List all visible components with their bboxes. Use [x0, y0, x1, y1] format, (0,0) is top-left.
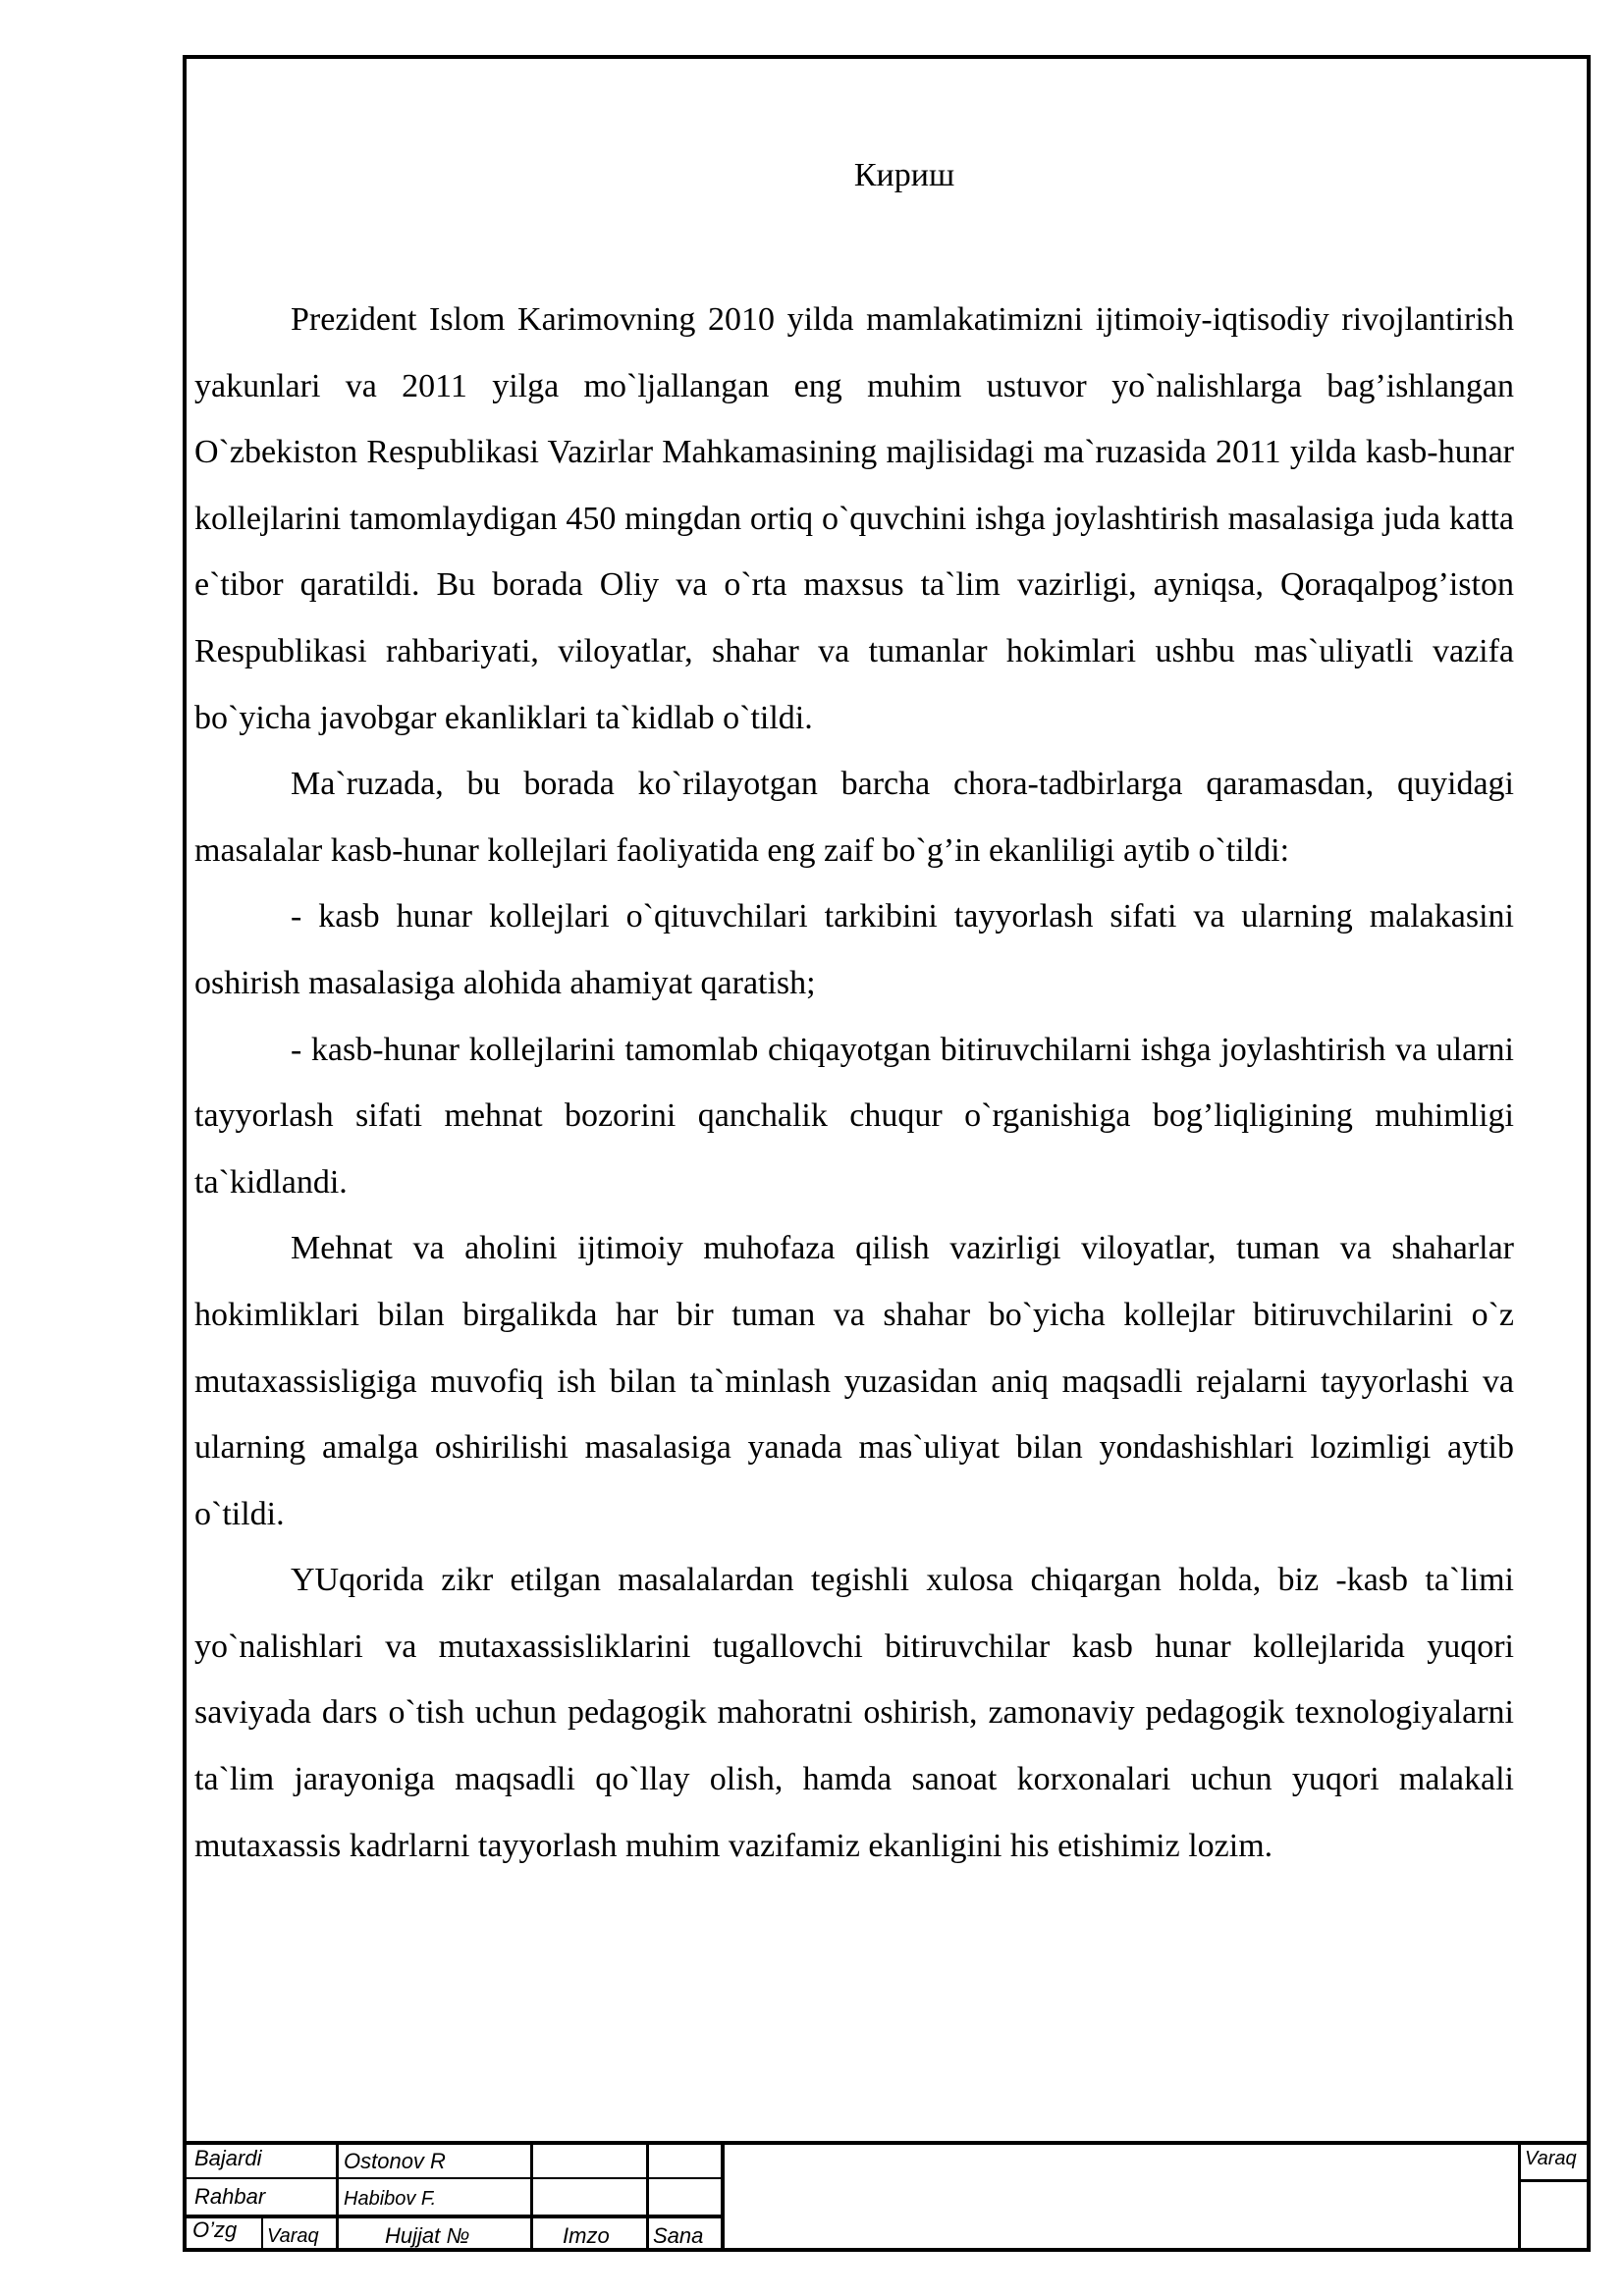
body-text: [194, 287, 1514, 1879]
title-block-sheet-col: [1518, 2141, 1521, 2252]
title-block-col-varaq-split: [261, 2215, 263, 2252]
varaq-label: Varaq: [267, 2225, 319, 2247]
rahbar-label: Rahbar: [194, 2184, 266, 2209]
bajardi-label: Bajardi: [194, 2146, 262, 2170]
paragraph-6: YUqorida zikr etilgan masalalardan tegishli xulosa chiqargan holda, biz -kasb ta`limi yo`nalishlari va mutaxassisliklarini tugallovchi bitiruvchilar kasb hunar kollejlarida yuqori saviyada dars o`tish uchun pedagogik mahoratni oshirish, zamonaviy pedagogik texnologiyalarni ta`lim jarayoniga maqsadli qo`llay olish, hamda sanoat korxonalari uchun yuqori malakali mutaxassis kadrlarni tayyorlash muhim vazifamiz ekanligini his etishimiz lozim.: [194, 1562, 1514, 1864]
paragraph-2: Ma`ruzada, bu borada ko`rilayotgan barcha chora-tadbirlarga qaramasdan, quyidagi masalalar kasb-hunar kollejlari faoliyatida eng zaif bo`g’in ekanliligi aytib o`tildi:: [194, 766, 1514, 869]
sheet-label: Varaq: [1525, 2148, 1577, 2169]
paragraph-3: - kasb hunar kollejlari o`qituvchilari tarkibini tayyorlash sifati va ularning malakasini oshirish masalasiga alohida ahamiyat qaratish;: [194, 898, 1514, 1001]
paragraph-4: - kasb-hunar kollejlarini tamomlab chiqayotgan bitiruvchilarni ishga joylashtirish va ularni tayyorlash sifati mehnat bozorini qanchalik chuqur o`rganishiga bog’liqligining muhimligi ta`kidlandi.: [194, 1031, 1514, 1201]
bajardi-name: Ostonov R: [344, 2149, 446, 2173]
sana-label: Sana: [653, 2223, 704, 2248]
title-block-col-4: [721, 2141, 725, 2252]
paragraph-1: Prezident Islom Karimovning 2010 yilda mamlakatimizni ijtimoiy-iqtisodiy rivojlantirish yakunlari va 2011 yilga mo`ljallangan eng muhim ustuvor yo`nalishlarga bag’ishlangan O`zbekiston Respublikasi Vazirlar Mahkamasining majlisidagi ma`ruzasida 2011 yilda kasb-hunar kollejlarini tamomlaydigan 450 mingdan ortiq o`quvchini ishga joylashtirish masalasiga juda katta e`tibor qaratildi. Bu borada Oliy va o`rta maxsus ta`lim vazirligi, ayniqsa, Qoraqalpog’iston Respublikasi rahbariyati, viloyatlar, shahar va tumanlar hokimlari ushbu mas`uliyatli vazifa bo`yicha javobgar ekanliklari ta`kidlab o`tildi.: [194, 301, 1514, 736]
title-block-sheet-rule: [1518, 2179, 1591, 2182]
title-block-col-2: [530, 2141, 533, 2252]
title-block-col-3: [646, 2141, 649, 2252]
title-block-top-rule: [183, 2141, 1591, 2145]
title-block-row-rule-1: [183, 2177, 723, 2179]
hujjat-label: Hujjat №: [385, 2223, 470, 2248]
rahbar-name: Habibov F.: [344, 2188, 437, 2210]
ozg-label: O’zg: [192, 2217, 238, 2242]
imzo-label: Imzo: [563, 2223, 610, 2248]
section-heading: Кириш: [853, 157, 955, 193]
paragraph-5: Mehnat va aholini ijtimoiy muhofaza qilish vazirligi viloyatlar, tuman va shaharlar hokimliklari bilan birgalikda har bir tuman va shahar bo`yicha kollejlar bitiruvchilarini o`z mutaxassisligiga muvofiq ish bilan ta`minlash yuzasidan aniq maqsadli rejalarni tayyorlashi va ularning amalga oshirilishi masalasiga yanada mas`uliyat bilan yondashishlari lozimligi aytib o`tildi.: [194, 1230, 1514, 1532]
title-block-row-rule-2: [183, 2215, 723, 2218]
title-block-col-1: [336, 2141, 339, 2252]
